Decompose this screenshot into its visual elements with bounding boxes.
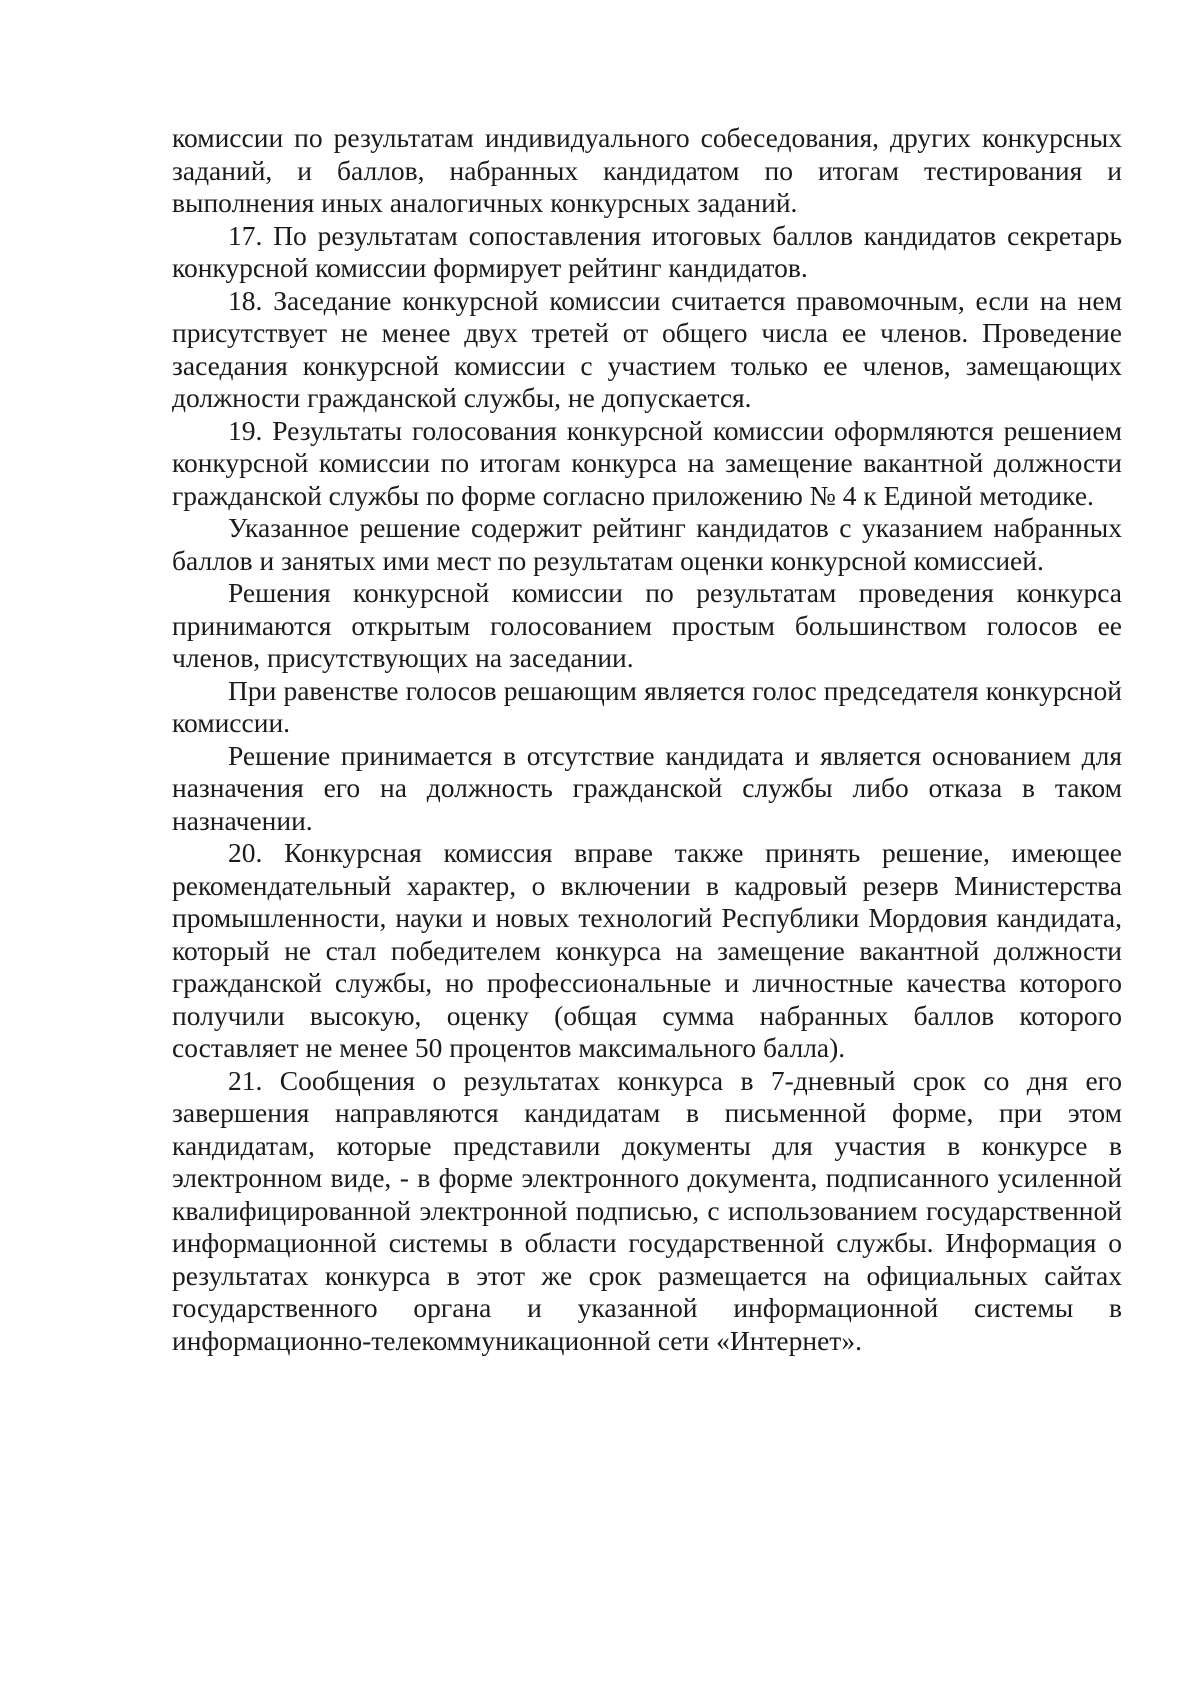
paragraph-19-voting: Решения конкурсной комиссии по результатам проведения конкурса принимаются открытым голосованием простым большинством голосов ее членов, присутствующих на заседании. (172, 577, 1122, 673)
paragraph-continuation: комиссии по результатам индивидуального собеседования, других конкурсных заданий, и баллов, набранных кандидатом по итогам тестирования и выполнения иных аналогичных конкурсных заданий. (172, 122, 1122, 218)
paragraph-19: 19. Результаты голосования конкурсной комиссии оформляются решением конкурсной комиссии по итогам конкурса на замещение вакантной должности гражданской службы по форме согласно приложению № 4 к Единой методике. (172, 414, 1122, 511)
paragraph-18: 18. Заседание конкурсной комиссии считается правомочным, если на нем присутствует не менее двух третей от общего числа ее членов. Проведение заседания конкурсной комиссии с участием только ее членов, замещающих должности гражданской службы, не допускается. (172, 284, 1122, 413)
paragraph-19-absence: Решение принимается в отсутствие кандидата и является основанием для назначения его на должность гражданской службы либо отказа в таком назначении. (172, 739, 1122, 836)
paragraph-17: 17. По результатам сопоставления итоговых баллов кандидатов секретарь конкурсной комиссии формирует рейтинг кандидатов. (172, 219, 1122, 283)
paragraph-21: 21. Сообщения о результатах конкурса в 7-дневный срок со дня его завершения направляются кандидатам в письменной форме, при этом кандидатам, которые представили документы для участия в конкурсе в электронном виде, - в форме электронного документа, подписанного усиленной квалифицированной электронной подписью, с использованием государственной информационной системы в области государственной службы. Информация о результатах конкурса в этот же срок размещается на официальных сайтах государственного органа и указанной информационной системы в информационно-телекоммуникационной сети «Интернет». (172, 1064, 1122, 1356)
paragraph-20: 20. Конкурсная комиссия вправе также принять решение, имеющее рекомендательный характер, о включении в кадровый резерв Министерства промышленности, науки и новых технологий Республики Мордовия кандидата, который не стал победителем конкурса на замещение вакантной должности гражданской службы, но профессиональные и личностные качества которого получили высокую, оценку (общая сумма набранных баллов которого составляет не менее 50 процентов максимального балла). (172, 837, 1122, 1063)
document-body (172, 122, 1122, 1357)
paragraph-19-decision-content: Указанное решение содержит рейтинг кандидатов с указанием набранных баллов и занятых ими мест по результатам оценки конкурсной комиссией. (172, 512, 1122, 576)
paragraph-19-tie: При равенстве голосов решающим является голос председателя конкурсной комиссии. (172, 674, 1122, 738)
